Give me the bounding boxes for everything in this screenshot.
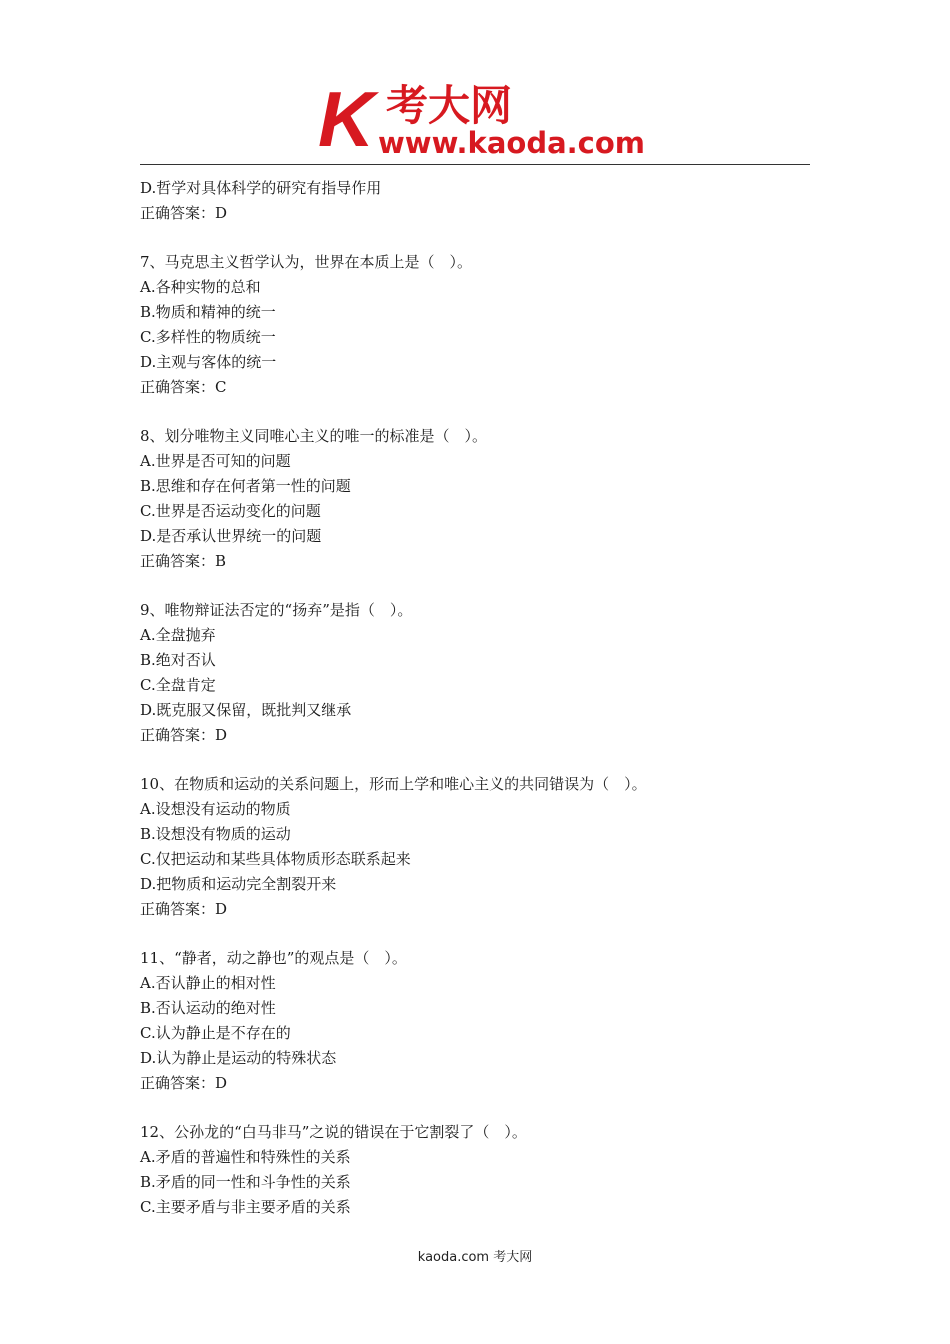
question-block: [140, 424, 820, 574]
correct-answer: 正确答案：D: [140, 204, 228, 222]
answer-option: C.多样性的物质统一: [140, 328, 276, 346]
answer-option: B.物质和精神的统一: [140, 303, 276, 321]
answer-option: B.绝对否认: [140, 651, 216, 669]
answer-option: B.思维和存在何者第一性的问题: [140, 477, 351, 495]
header-divider: [140, 164, 810, 165]
page-footer: kaoda.com 考大网: [417, 1250, 533, 1265]
kaoda-logo: [318, 80, 648, 160]
question-text: 12、公孙龙的“白马非马”之说的错误在于它割裂了（ ）。: [140, 1123, 527, 1141]
question-block: [140, 946, 820, 1096]
answer-option: B.否认运动的绝对性: [140, 999, 276, 1017]
answer-option: A.设想没有运动的物质: [140, 800, 291, 818]
answer-option: D.既克服又保留，既批判又继承: [140, 701, 352, 719]
answer-option: B.设想没有物质的运动: [140, 825, 291, 843]
question-block: [140, 598, 820, 748]
question-text: 8、划分唯物主义同唯心主义的唯一的标准是（ ）。: [140, 427, 488, 445]
answer-option: D.是否承认世界统一的问题: [140, 527, 322, 545]
logo-chinese: 考大网: [386, 81, 513, 130]
correct-answer: 正确答案：D: [140, 726, 228, 744]
answer-option: C.全盘肯定: [140, 676, 216, 694]
answer-option: C.主要矛盾与非主要矛盾的关系: [140, 1198, 351, 1216]
answer-option: D.主观与客体的统一: [140, 353, 277, 371]
answer-option: A.否认静止的相对性: [140, 974, 276, 992]
answer-option: A.世界是否可知的问题: [140, 452, 291, 470]
question-block: [140, 176, 820, 226]
answer-option: B.矛盾的同一性和斗争性的关系: [140, 1173, 351, 1191]
logo-k: K: [318, 80, 375, 160]
answer-option: C.世界是否运动变化的问题: [140, 502, 321, 520]
question-text: 9、唯物辩证法否定的“扬弃”是指（ ）。: [140, 601, 413, 619]
question-block: [140, 250, 820, 400]
answer-option: D.把物质和运动完全割裂开来: [140, 875, 337, 893]
question-text: 10、在物质和运动的关系问题上，形而上学和唯心主义的共同错误为（ ）。: [140, 775, 647, 793]
question-block: [140, 772, 820, 922]
answer-option: A.各种实物的总和: [140, 278, 261, 296]
answer-option: C.认为静止是不存在的: [140, 1024, 291, 1042]
question-text: 7、马克思主义哲学认为，世界在本质上是（ ）。: [140, 253, 473, 271]
answer-option: D.认为静止是运动的特殊状态: [140, 1049, 337, 1067]
correct-answer: 正确答案：B: [140, 552, 227, 570]
question-list: [140, 176, 820, 1244]
answer-option: A.全盘抛弃: [140, 626, 216, 644]
correct-answer: 正确答案：D: [140, 1074, 228, 1092]
question-block: [140, 1120, 820, 1220]
logo-url: www.kaoda.com: [378, 126, 645, 160]
answer-option: A.矛盾的普遍性和特殊性的关系: [140, 1148, 351, 1166]
answer-option: C.仅把运动和某些具体物质形态联系起来: [140, 850, 411, 868]
question-text: 11、“静者，动之静也”的观点是（ ）。: [140, 949, 407, 967]
correct-answer: 正确答案：D: [140, 900, 228, 918]
answer-option: D.哲学对具体科学的研究有指导作用: [140, 179, 382, 197]
correct-answer: 正确答案：C: [140, 378, 227, 396]
page-header: [0, 0, 950, 170]
